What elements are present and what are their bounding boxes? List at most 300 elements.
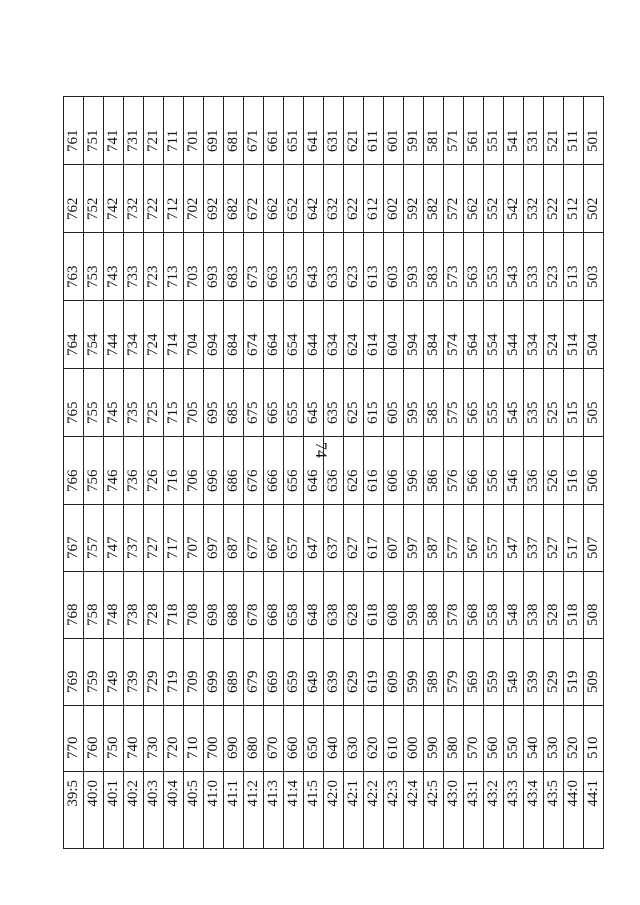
table-cell: 512: [564, 165, 584, 233]
table-row: [124, 97, 144, 849]
table-cell: 734: [124, 301, 144, 369]
table-cell: 610: [384, 706, 404, 772]
table-cell: 757: [84, 505, 104, 572]
row-label: 42:1: [344, 772, 364, 849]
row-label: 44:1: [584, 772, 604, 849]
table-cell: 742: [104, 165, 124, 233]
table-cell: 538: [524, 572, 544, 639]
row-label: 41:4: [284, 772, 304, 849]
table-cell: 581: [424, 97, 444, 165]
table-cell: 755: [84, 369, 104, 437]
table-cell: 559: [484, 639, 504, 706]
table-cell: 558: [484, 572, 504, 639]
table-row: [484, 97, 504, 849]
table-cell: 580: [444, 706, 464, 772]
table-cell: 659: [284, 639, 304, 706]
table-cell: 585: [424, 369, 444, 437]
table-cell: 621: [344, 97, 364, 165]
table-cell: 640: [324, 706, 344, 772]
row-label: 42:2: [364, 772, 384, 849]
table-cell: 593: [404, 233, 424, 301]
table-cell: 758: [84, 572, 104, 639]
row-label: 43:5: [544, 772, 564, 849]
table-cell: 609: [384, 639, 404, 706]
table-cell: 513: [564, 233, 584, 301]
table-row: [284, 97, 304, 849]
row-label: 40:1: [104, 772, 124, 849]
table-cell: 638: [324, 572, 344, 639]
table-cell: 625: [344, 369, 364, 437]
table-cell: 668: [264, 572, 284, 639]
table-cell: 588: [424, 572, 444, 639]
table-cell: 700: [204, 706, 224, 772]
table-cell: 694: [204, 301, 224, 369]
row-label: 40:0: [84, 772, 104, 849]
table-cell: 746: [104, 437, 124, 505]
table-cell: 652: [284, 165, 304, 233]
table-cell: 629: [344, 639, 364, 706]
table-cell: 673: [244, 233, 264, 301]
table-row: [504, 97, 524, 849]
table-row: [344, 97, 364, 849]
table-cell: 594: [404, 301, 424, 369]
table-cell: 528: [544, 572, 564, 639]
table-cell: 762: [64, 165, 84, 233]
table-cell: 531: [524, 97, 544, 165]
table-cell: 663: [264, 233, 284, 301]
table-cell: 529: [544, 639, 564, 706]
table-cell: 630: [344, 706, 364, 772]
table-row: [204, 97, 224, 849]
table-cell: 768: [64, 572, 84, 639]
table-cell: 535: [524, 369, 544, 437]
table-cell: 759: [84, 639, 104, 706]
table-cell: 508: [584, 572, 604, 639]
table-cell: 727: [144, 505, 164, 572]
table-cell: 562: [464, 165, 484, 233]
table-cell: 564: [464, 301, 484, 369]
table-cell: 526: [544, 437, 564, 505]
table-cell: 503: [584, 233, 604, 301]
table-cell: 761: [64, 97, 84, 165]
table-cell: 737: [124, 505, 144, 572]
page-number: 74: [312, 442, 329, 458]
table-cell: 571: [444, 97, 464, 165]
table-cell: 556: [484, 437, 504, 505]
table-cell: 600: [404, 706, 424, 772]
table-cell: 641: [304, 97, 324, 165]
table-cell: 501: [584, 97, 604, 165]
table-cell: 534: [524, 301, 544, 369]
table-cell: 753: [84, 233, 104, 301]
table-cell: 636: [324, 437, 344, 505]
table-cell: 519: [564, 639, 584, 706]
table-cell: 587: [424, 505, 444, 572]
table-cell: 769: [64, 639, 84, 706]
table-cell: 656: [284, 437, 304, 505]
table-cell: 675: [244, 369, 264, 437]
table-row: [424, 97, 444, 849]
table-cell: 689: [224, 639, 244, 706]
table-cell: 584: [424, 301, 444, 369]
table-cell: 515: [564, 369, 584, 437]
table-cell: 720: [164, 706, 184, 772]
table-cell: 523: [544, 233, 564, 301]
table-cell: 542: [504, 165, 524, 233]
table-row: [544, 97, 564, 849]
table-cell: 582: [424, 165, 444, 233]
table-cell: 530: [544, 706, 564, 772]
table-cell: 569: [464, 639, 484, 706]
table-cell: 679: [244, 639, 264, 706]
table-cell: 575: [444, 369, 464, 437]
table-cell: 579: [444, 639, 464, 706]
table-cell: 711: [164, 97, 184, 165]
table-cell: 554: [484, 301, 504, 369]
table-cell: 709: [184, 639, 204, 706]
table-cell: 646: [304, 437, 324, 505]
row-label: 44:0: [564, 772, 584, 849]
table-cell: 599: [404, 639, 424, 706]
table-cell: 748: [104, 572, 124, 639]
table-cell: 642: [304, 165, 324, 233]
table-cell: 696: [204, 437, 224, 505]
conversion-table: [63, 96, 604, 849]
table-cell: 511: [564, 97, 584, 165]
table-cell: 712: [164, 165, 184, 233]
row-label: 43:3: [504, 772, 524, 849]
table-cell: 543: [504, 233, 524, 301]
table-cell: 698: [204, 572, 224, 639]
table-cell: 537: [524, 505, 544, 572]
table-cell: 527: [544, 505, 564, 572]
row-label: 43:1: [464, 772, 484, 849]
table-cell: 730: [144, 706, 164, 772]
table-row: [244, 97, 264, 849]
table-cell: 725: [144, 369, 164, 437]
table-cell: 595: [404, 369, 424, 437]
table-cell: 603: [384, 233, 404, 301]
table-cell: 686: [224, 437, 244, 505]
table-cell: 683: [224, 233, 244, 301]
table-cell: 633: [324, 233, 344, 301]
table-cell: 620: [364, 706, 384, 772]
table-cell: 722: [144, 165, 164, 233]
table-cell: 733: [124, 233, 144, 301]
table-cell: 622: [344, 165, 364, 233]
table-cell: 732: [124, 165, 144, 233]
table-cell: 555: [484, 369, 504, 437]
table-cell: 618: [364, 572, 384, 639]
table-cell: 684: [224, 301, 244, 369]
table-cell: 606: [384, 437, 404, 505]
row-label: 40:5: [184, 772, 204, 849]
row-label: 43:4: [524, 772, 544, 849]
table-cell: 680: [244, 706, 264, 772]
table-cell: 723: [144, 233, 164, 301]
table-cell: 545: [504, 369, 524, 437]
table-cell: 751: [84, 97, 104, 165]
table-cell: 717: [164, 505, 184, 572]
table-cell: 715: [164, 369, 184, 437]
table-row: [324, 97, 344, 849]
table-cell: 607: [384, 505, 404, 572]
table-row: [64, 97, 84, 849]
table-cell: 639: [324, 639, 344, 706]
table-row: [404, 97, 424, 849]
table-cell: 632: [324, 165, 344, 233]
table-cell: 692: [204, 165, 224, 233]
table-cell: 616: [364, 437, 384, 505]
table-cell: 613: [364, 233, 384, 301]
row-label: 42:3: [384, 772, 404, 849]
table-cell: 612: [364, 165, 384, 233]
table-cell: 760: [84, 706, 104, 772]
row-label: 41:1: [224, 772, 244, 849]
table-cell: 702: [184, 165, 204, 233]
table-cell: 660: [284, 706, 304, 772]
table-cell: 697: [204, 505, 224, 572]
table-cell: 505: [584, 369, 604, 437]
table-cell: 601: [384, 97, 404, 165]
table-cell: 557: [484, 505, 504, 572]
table-cell: 631: [324, 97, 344, 165]
table-row: [264, 97, 284, 849]
table-cell: 728: [144, 572, 164, 639]
table-cell: 671: [244, 97, 264, 165]
table-cell: 718: [164, 572, 184, 639]
table-cell: 608: [384, 572, 404, 639]
table-cell: 678: [244, 572, 264, 639]
table-cell: 517: [564, 505, 584, 572]
table-cell: 578: [444, 572, 464, 639]
table-cell: 605: [384, 369, 404, 437]
table-cell: 507: [584, 505, 604, 572]
row-label: 39:5: [64, 772, 84, 849]
table-cell: 532: [524, 165, 544, 233]
table-cell: 707: [184, 505, 204, 572]
table-cell: 681: [224, 97, 244, 165]
table-cell: 583: [424, 233, 444, 301]
table-row: [84, 97, 104, 849]
table-row: [584, 97, 604, 849]
table-row: [144, 97, 164, 849]
table-cell: 664: [264, 301, 284, 369]
table-cell: 649: [304, 639, 324, 706]
table-cell: 651: [284, 97, 304, 165]
table-cell: 525: [544, 369, 564, 437]
table-cell: 544: [504, 301, 524, 369]
table-row: [364, 97, 384, 849]
table-cell: 726: [144, 437, 164, 505]
table-cell: 548: [504, 572, 524, 639]
table-cell: 688: [224, 572, 244, 639]
table-cell: 691: [204, 97, 224, 165]
table-cell: 536: [524, 437, 544, 505]
table-cell: 624: [344, 301, 364, 369]
row-label: 42:0: [324, 772, 344, 849]
table-cell: 565: [464, 369, 484, 437]
table-cell: 572: [444, 165, 464, 233]
table-row: [464, 97, 484, 849]
table-cell: 540: [524, 706, 544, 772]
table-cell: 650: [304, 706, 324, 772]
row-label: 41:2: [244, 772, 264, 849]
table-cell: 667: [264, 505, 284, 572]
table-cell: 570: [464, 706, 484, 772]
table-cell: 533: [524, 233, 544, 301]
table-cell: 615: [364, 369, 384, 437]
table-row: [384, 97, 404, 849]
table-cell: 713: [164, 233, 184, 301]
table-cell: 703: [184, 233, 204, 301]
table-cell: 756: [84, 437, 104, 505]
table-cell: 602: [384, 165, 404, 233]
table-cell: 658: [284, 572, 304, 639]
table-cell: 561: [464, 97, 484, 165]
table-cell: 708: [184, 572, 204, 639]
table-cell: 705: [184, 369, 204, 437]
row-label: 43:0: [444, 772, 464, 849]
table-cell: 763: [64, 233, 84, 301]
table-cell: 687: [224, 505, 244, 572]
table-cell: 750: [104, 706, 124, 772]
table-cell: 634: [324, 301, 344, 369]
table-cell: 682: [224, 165, 244, 233]
table-cell: 546: [504, 437, 524, 505]
table-cell: 719: [164, 639, 184, 706]
table-cell: 568: [464, 572, 484, 639]
table-cell: 754: [84, 301, 104, 369]
table-cell: 604: [384, 301, 404, 369]
table-cell: 637: [324, 505, 344, 572]
table-cell: 504: [584, 301, 604, 369]
table-cell: 744: [104, 301, 124, 369]
table-cell: 693: [204, 233, 224, 301]
table-cell: 704: [184, 301, 204, 369]
table-cell: 695: [204, 369, 224, 437]
table-cell: 586: [424, 437, 444, 505]
table-cell: 731: [124, 97, 144, 165]
table-cell: 654: [284, 301, 304, 369]
table-cell: 747: [104, 505, 124, 572]
table-cell: 524: [544, 301, 564, 369]
table-cell: 716: [164, 437, 184, 505]
table-cell: 735: [124, 369, 144, 437]
table-cell: 665: [264, 369, 284, 437]
table-cell: 635: [324, 369, 344, 437]
table-cell: 653: [284, 233, 304, 301]
table-cell: 623: [344, 233, 364, 301]
table-cell: 552: [484, 165, 504, 233]
table-cell: 724: [144, 301, 164, 369]
table-cell: 520: [564, 706, 584, 772]
table-cell: 661: [264, 97, 284, 165]
table-row: [224, 97, 244, 849]
table-cell: 677: [244, 505, 264, 572]
table-cell: 549: [504, 639, 524, 706]
row-label: 43:2: [484, 772, 504, 849]
table-cell: 577: [444, 505, 464, 572]
table-cell: 690: [224, 706, 244, 772]
table-cell: 518: [564, 572, 584, 639]
row-label: 40:2: [124, 772, 144, 849]
table-row: [184, 97, 204, 849]
table-row: [104, 97, 124, 849]
table-cell: 647: [304, 505, 324, 572]
table-cell: 655: [284, 369, 304, 437]
table-cell: 710: [184, 706, 204, 772]
table-cell: 560: [484, 706, 504, 772]
table-cell: 541: [504, 97, 524, 165]
table-row: [524, 97, 544, 849]
table-cell: 510: [584, 706, 604, 772]
table-cell: 736: [124, 437, 144, 505]
table-cell: 614: [364, 301, 384, 369]
table-cell: 738: [124, 572, 144, 639]
table-cell: 516: [564, 437, 584, 505]
table-row: [304, 97, 324, 849]
table-cell: 765: [64, 369, 84, 437]
table-cell: 685: [224, 369, 244, 437]
table-cell: 590: [424, 706, 444, 772]
table-cell: 767: [64, 505, 84, 572]
table-cell: 672: [244, 165, 264, 233]
table-cell: 764: [64, 301, 84, 369]
row-label: 41:3: [264, 772, 284, 849]
table-cell: 567: [464, 505, 484, 572]
table-row: [164, 97, 184, 849]
table-cell: 752: [84, 165, 104, 233]
table-cell: 766: [64, 437, 84, 505]
table-cell: 597: [404, 505, 424, 572]
table-cell: 749: [104, 639, 124, 706]
table-cell: 669: [264, 639, 284, 706]
table-cell: 666: [264, 437, 284, 505]
table-cell: 521: [544, 97, 564, 165]
table-cell: 662: [264, 165, 284, 233]
table-cell: 573: [444, 233, 464, 301]
table-cell: 596: [404, 437, 424, 505]
table-cell: 591: [404, 97, 424, 165]
row-label: 41:5: [304, 772, 324, 849]
table-cell: 626: [344, 437, 364, 505]
table-row: [444, 97, 464, 849]
table-row: [564, 97, 584, 849]
rotated-table-wrapper: [63, 97, 601, 849]
table-cell: 648: [304, 572, 324, 639]
table-cell: 509: [584, 639, 604, 706]
table-cell: 674: [244, 301, 264, 369]
row-label: 42:4: [404, 772, 424, 849]
table-cell: 522: [544, 165, 564, 233]
table-cell: 745: [104, 369, 124, 437]
row-label: 40:3: [144, 772, 164, 849]
table-cell: 628: [344, 572, 364, 639]
table-cell: 589: [424, 639, 444, 706]
table-cell: 740: [124, 706, 144, 772]
table-cell: 514: [564, 301, 584, 369]
table-cell: 721: [144, 97, 164, 165]
row-label: 41:0: [204, 772, 224, 849]
table-cell: 592: [404, 165, 424, 233]
row-label: 40:4: [164, 772, 184, 849]
table-cell: 617: [364, 505, 384, 572]
table-cell: 741: [104, 97, 124, 165]
table-cell: 729: [144, 639, 164, 706]
table-cell: 714: [164, 301, 184, 369]
table-cell: 739: [124, 639, 144, 706]
